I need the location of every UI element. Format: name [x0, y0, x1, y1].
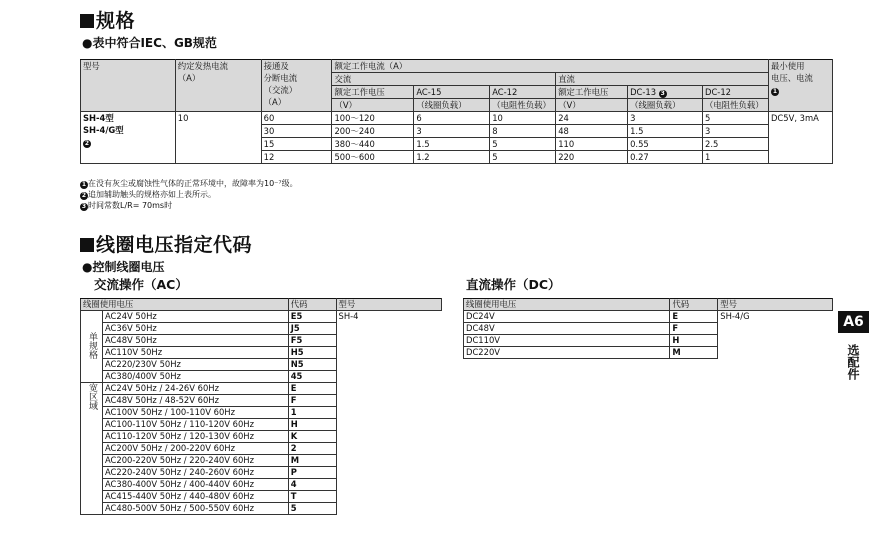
ac-coil-table	[80, 298, 442, 515]
note-item: 1 在没有灰尘或腐蚀性气体的正常环境中，故障率为10⁻⁷级。	[81, 179, 298, 188]
note-number-icon: 3	[660, 90, 665, 97]
table-row: DC48V F	[464, 323, 833, 335]
square-bullet-icon	[80, 238, 94, 252]
group-wide-label: 宽区域	[81, 383, 103, 515]
table-row: AC380/400V 50Hz 45	[81, 371, 442, 383]
spec-header-row-4: （V） （线圈负载） （电阻性负载） （V） （线圈负载） （电阻性负载）	[81, 99, 833, 112]
table-row: AC100V 50Hz / 100-110V 60Hz 1	[81, 407, 442, 419]
spec-header-ac: 交流	[332, 73, 556, 86]
table-row: 宽区域 AC24V 50Hz / 24-26V 60Hz E	[81, 383, 442, 395]
table-row: 15 380～440 1.5 5 110 0.55 2.5	[81, 138, 833, 151]
spec-min-value: DC5V, 3mA	[768, 112, 832, 164]
table-row: AC220-240V 50Hz / 240-260V 60Hz P	[81, 467, 442, 479]
spec-header-row-1	[81, 60, 833, 73]
table-row: AC220/230V 50Hz N5	[81, 359, 442, 371]
spec-header-model: 型号	[81, 60, 176, 112]
table-row: AC200-220V 50Hz / 220-240V 60Hz M	[81, 455, 442, 467]
dc-coil-table	[463, 298, 833, 359]
table-row: SH-4型 SH-4/G型 2 10 60 100～120 6 10 24 3 5 DC5V, 3mA	[81, 112, 833, 125]
coil-subtitle: ●控制线圈电压	[82, 260, 165, 274]
note-number-icon: 2	[84, 140, 90, 147]
spec-header-rated-current: 额定工作电流（A）	[332, 60, 769, 73]
spec-header-breaking: 接通及 分断电流 （交流） （A）	[261, 60, 332, 112]
table-row: AC480-500V 50Hz / 500-550V 60Hz 5	[81, 503, 442, 515]
note-number-icon: 1	[81, 181, 87, 188]
table-row: DC24V E SH-4/G	[464, 311, 833, 323]
dc-model-cell: SH-4/G	[718, 311, 833, 359]
spec-header-thermal: 约定发热电流 （A）	[175, 60, 261, 112]
ac-model-cell: SH-4	[336, 311, 441, 515]
table-row: 单规格 AC24V 50Hz E5 SH-4	[81, 311, 442, 323]
ac-header-row: 线圈使用电压 代码 型号	[81, 299, 442, 311]
dc-header-row: 线圈使用电压 代码 型号	[464, 299, 833, 311]
table-row: AC100-110V 50Hz / 110-120V 60Hz H	[81, 419, 442, 431]
note-number-icon: 1	[772, 88, 778, 95]
spec-section-title: 规格	[80, 6, 135, 33]
coil-section-title: 线圈电压指定代码	[80, 230, 252, 257]
table-row: AC110-120V 50Hz / 120-130V 60Hz K	[81, 431, 442, 443]
table-row: DC220V M	[464, 347, 833, 359]
table-row: 12 500～600 1.2 5 220 0.27 1	[81, 151, 833, 164]
table-row: AC48V 50Hz / 48-52V 60Hz F	[81, 395, 442, 407]
dc-title: 直流操作（DC）	[466, 277, 561, 292]
table-row: AC110V 50Hz H5	[81, 347, 442, 359]
spec-notes	[80, 178, 298, 211]
table-row: AC200V 50Hz / 200-220V 60Hz 2	[81, 443, 442, 455]
spec-model-cell: SH-4型 SH-4/G型 2	[81, 112, 176, 164]
ac-title: 交流操作（AC）	[94, 277, 188, 292]
spec-header-row-3: 额定工作电压 AC-15 AC-12 额定工作电压 DC-13 3 DC-12	[81, 86, 833, 99]
table-row: AC48V 50Hz F5	[81, 335, 442, 347]
spec-table	[80, 59, 833, 164]
table-row: 30 200～240 3 8 48 1.5 3	[81, 125, 833, 138]
note-item: 3 时间常数L/R= 70ms时	[81, 201, 173, 210]
note-number-icon: 2	[81, 192, 87, 199]
spec-thermal-value: 10	[175, 112, 261, 164]
group-single-label: 单规格	[81, 311, 103, 383]
side-tab-a6[interactable]: A6	[838, 311, 869, 333]
spec-header-min-use: 最小使用 电压、电流 1	[768, 60, 832, 112]
table-row: AC415-440V 50Hz / 440-480V 60Hz T	[81, 491, 442, 503]
table-row: DC110V H	[464, 335, 833, 347]
square-bullet-icon	[80, 14, 94, 28]
note-item: 2 追加辅助触头的规格亦如上表所示。	[81, 190, 216, 199]
spec-header-dc: 直流	[556, 73, 769, 86]
spec-subtitle: ●表中符合IEC、GB规范	[82, 36, 217, 50]
table-row: AC36V 50Hz J5	[81, 323, 442, 335]
table-row: AC380-400V 50Hz / 400-440V 60Hz 4	[81, 479, 442, 491]
note-number-icon: 3	[81, 203, 87, 210]
side-label: 选配件	[846, 344, 860, 380]
